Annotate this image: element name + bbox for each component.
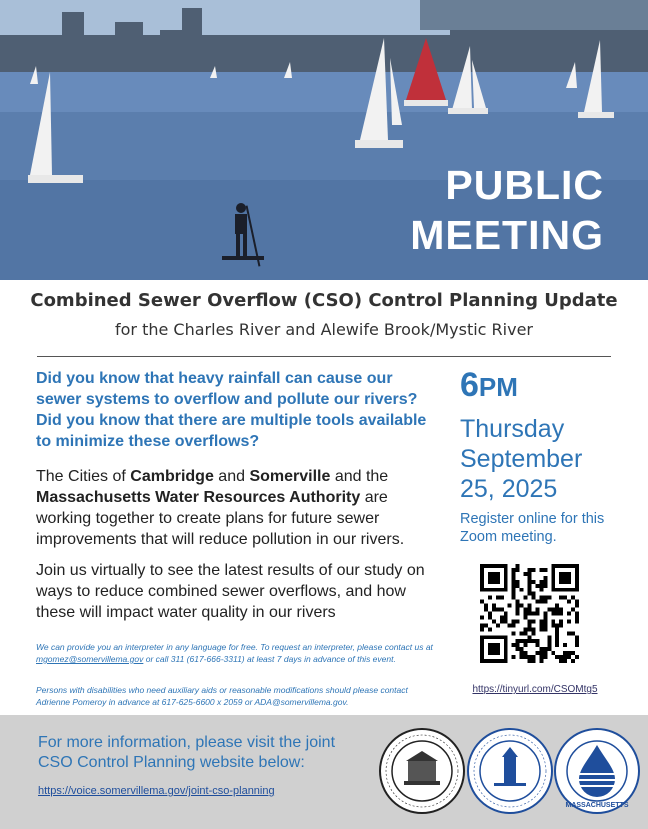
event-time-hour: 6 xyxy=(460,366,479,404)
partners-paragraph xyxy=(36,466,436,550)
event-day: Thursday xyxy=(460,415,565,443)
cambridge-name: Cambridge xyxy=(130,468,214,485)
qr-code[interactable] xyxy=(480,564,579,663)
hero-title-line2: MEETING xyxy=(410,212,604,258)
event-month: September xyxy=(460,445,583,473)
partners-text-1: The Cities of xyxy=(36,468,131,485)
mwra-logo-text: MASSACHUSETTS xyxy=(565,802,629,809)
page-subtitle: for the Charles River and Alewife Brook/Mystic River xyxy=(115,320,533,339)
interpreter-email-link[interactable]: mgomez@somervillema.gov xyxy=(36,654,144,664)
mwra-name: Massachusetts Water Resources Authority xyxy=(36,489,361,506)
intro-text: Did you know that heavy rainfall can cause our sewer systems to overflow and pollute our rivers? Did you know that there are multiple tools available to minimize these overflows? xyxy=(36,370,427,450)
event-time-suffix: PM xyxy=(478,372,518,402)
join-paragraph: Join us virtually to see the latest results of our study on ways to reduce combined sewer overflows, and how these will impact water quality in our rivers xyxy=(36,562,425,621)
partners-text-2: and xyxy=(213,468,250,485)
hero-photo xyxy=(0,0,648,280)
footer xyxy=(0,715,648,829)
event-date-year: 25, 2025 xyxy=(460,475,558,503)
interpreter-text-1: We can provide you an interpreter in any language for free. To request an interpreter, please contact us at xyxy=(36,642,433,652)
interpreter-notice xyxy=(36,641,436,665)
partners-text-3: and the xyxy=(330,468,389,485)
page-title: Combined Sewer Overflow (CSO) Control Planning Update xyxy=(30,290,618,311)
accessibility-notice: Persons with disabilities who need auxiliary aids or reasonable modifications should please contact Adrienne Pomeroy in advance at 617-625-6600 x 2059 or ADA@somervillema.gov. xyxy=(36,685,408,707)
divider xyxy=(37,356,611,357)
cambridge-seal-icon xyxy=(378,727,466,815)
partners-text-4: are working together to create plans for future sewer improvements that will reduce pollution in our rivers. xyxy=(36,489,405,548)
event-time xyxy=(460,364,630,408)
event-date xyxy=(460,414,630,504)
somerville-name: Somerville xyxy=(249,468,331,485)
qr-link[interactable]: https://tinyurl.com/CSOMtg5 xyxy=(472,684,598,695)
hero-title-line1: PUBLIC xyxy=(445,162,604,208)
footer-text: For more information, please visit the joint CSO Control Planning website below: xyxy=(38,734,336,771)
main-content xyxy=(36,368,436,623)
mwra-logo-icon xyxy=(553,727,641,815)
register-text: Register online for this Zoom meeting. xyxy=(460,511,605,545)
interpreter-text-2: or call 311 (617-666-3311) at least 7 days in advance of this event. xyxy=(143,654,396,664)
hero-title xyxy=(410,160,604,260)
event-details xyxy=(460,364,630,546)
website-link[interactable]: https://voice.somervillema.gov/joint-cso-planning xyxy=(38,785,275,797)
somerville-seal-icon xyxy=(466,727,554,815)
